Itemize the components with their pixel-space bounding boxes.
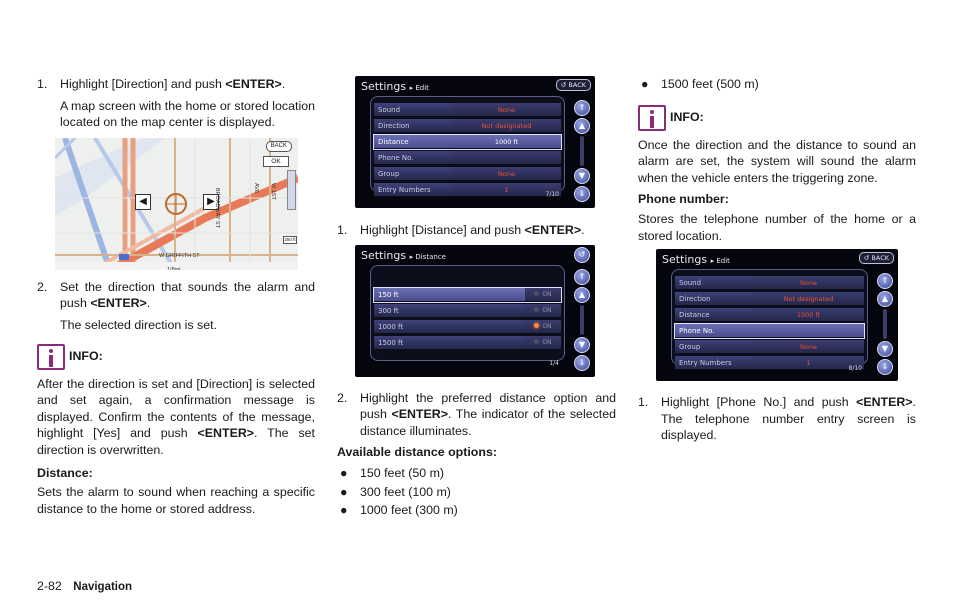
- street-label-griffith: W GRIFFITH ST: [159, 252, 200, 259]
- page-indicator: 1/4: [549, 360, 559, 367]
- screen-breadcrumb: ▸ Distance: [409, 252, 446, 261]
- distance-heading: Distance:: [37, 465, 93, 480]
- screen-title-text: Settings: [662, 253, 708, 267]
- row-value: 1000 ft: [753, 308, 864, 322]
- indicator-led-on: [534, 323, 539, 328]
- info-text-end: . The set direction is overwritten.: [37, 426, 315, 457]
- ok-button[interactable]: OK: [263, 156, 289, 167]
- street-label-broadway: BROADWAY ST: [214, 187, 220, 228]
- distance-body: Sets the alarm to sound when reaching a specific distance to the home or stored address.: [37, 485, 315, 516]
- row-label: 300 ft: [374, 304, 525, 318]
- step-number: 2.: [337, 390, 348, 405]
- street-label-1st: W 1ST AVE: [253, 182, 276, 200]
- back-button[interactable]: ↺ BACK: [859, 252, 894, 264]
- route-shield: I-77: [121, 266, 131, 270]
- step-text: Highlight [Direction] and push: [60, 77, 226, 91]
- row-group[interactable]: [675, 340, 864, 354]
- scroll-down-icon[interactable]: ▼: [877, 341, 893, 357]
- list-item: ● 300 feet (100 m): [340, 484, 451, 499]
- map-scale: 1/8mi: [167, 266, 181, 270]
- settings-edit-phone-screen: [656, 249, 898, 381]
- info-text: After the direction is set and [Direction] is selected and set again, a confirmation message is displayed. Confirm the contents of the message, highlight [Yes] and push: [37, 376, 315, 441]
- scroll-up-icon[interactable]: ▲: [574, 118, 590, 134]
- step-text: Highlight the preferred distance option and push: [360, 390, 616, 422]
- row-direction[interactable]: [675, 292, 864, 306]
- scroll-bottom-icon[interactable]: ⇓: [877, 359, 893, 375]
- row-label: 1500 ft: [374, 336, 525, 350]
- scrollbar[interactable]: [580, 136, 584, 166]
- scroll-bottom-icon[interactable]: ⇓: [574, 186, 590, 202]
- back-button[interactable]: ↺ BACK: [556, 79, 591, 91]
- row-label: 150 ft: [374, 288, 525, 302]
- enter-key: <ENTER>: [90, 296, 147, 311]
- row-phone[interactable]: [374, 151, 561, 165]
- step-number: 2.: [37, 279, 48, 294]
- info-icon: [37, 344, 65, 370]
- screen-breadcrumb: ▸ Edit: [710, 257, 730, 266]
- option-text: 300 feet (100 m): [360, 484, 451, 499]
- info-body: [37, 376, 315, 459]
- step-1-phone: [638, 394, 916, 444]
- settings-edit-screen: [355, 76, 595, 208]
- row-label: Distance: [675, 308, 753, 322]
- column-2: [337, 76, 616, 521]
- row-entry-numbers[interactable]: [374, 183, 561, 197]
- column-1: [37, 76, 315, 517]
- scrollbar[interactable]: [580, 305, 584, 335]
- scale-label: 250 ft: [284, 236, 296, 242]
- list-item: ● 150 feet (50 m): [340, 465, 445, 480]
- option-text: 150 feet (50 m): [360, 465, 445, 480]
- indicator-text: ON: [542, 338, 552, 346]
- row-label: Entry Numbers: [374, 183, 452, 197]
- row-1500ft[interactable]: [374, 336, 561, 350]
- screen-title-text: Settings: [361, 248, 407, 262]
- enter-key: <ENTER>: [856, 395, 913, 410]
- row-group[interactable]: [374, 167, 561, 181]
- rotate-right-icon[interactable]: ▶: [203, 194, 219, 210]
- row-label: Phone No.: [675, 324, 753, 338]
- row-label: Group: [675, 340, 753, 354]
- indicator: [525, 336, 561, 350]
- step-number: 1.: [337, 223, 348, 237]
- step-text-end: . The telephone number entry screen is displayed.: [661, 395, 916, 443]
- scroll-up-icon[interactable]: ▲: [877, 291, 893, 307]
- indicator: [525, 288, 561, 302]
- scroll-up-icon[interactable]: ▲: [574, 287, 590, 303]
- step-1-body: A map screen with the home or stored location located on the map center is displayed.: [60, 98, 315, 130]
- page-number: 2-82: [37, 579, 62, 593]
- screen-title: [662, 252, 730, 270]
- row-150ft[interactable]: [374, 288, 561, 302]
- row-label: Direction: [374, 119, 452, 133]
- row-label: Entry Numbers: [675, 356, 753, 370]
- step-number: 1.: [638, 395, 649, 410]
- info-icon: [638, 105, 666, 131]
- screen-breadcrumb: ▸ Edit: [409, 84, 429, 92]
- row-label: Phone No.: [374, 151, 452, 165]
- row-distance[interactable]: [374, 135, 561, 149]
- enter-key: <ENTER>: [391, 407, 448, 422]
- row-label: Sound: [374, 103, 452, 117]
- indicator-led: [534, 291, 539, 296]
- zoom-slider[interactable]: [287, 170, 296, 210]
- option-text: 1500 feet (500 m): [661, 77, 759, 91]
- indicator: [525, 304, 561, 318]
- screen-title: [361, 248, 446, 266]
- indicator-led: [534, 307, 539, 312]
- row-value: None: [452, 167, 561, 181]
- enter-key: <ENTER>: [225, 77, 282, 91]
- step-2-distance: [337, 390, 616, 440]
- info-heading: [638, 105, 916, 131]
- back-button[interactable]: BACK: [266, 141, 292, 152]
- row-distance[interactable]: [675, 308, 864, 322]
- row-label: Direction: [675, 292, 753, 306]
- list-item: ● 1500 feet (500 m): [641, 77, 759, 91]
- row-direction[interactable]: [374, 119, 561, 133]
- back-label: BACK: [871, 254, 889, 263]
- row-sound[interactable]: [675, 276, 864, 290]
- list-item: ● 1000 feet (300 m): [340, 503, 458, 518]
- option-text: 1000 feet (300 m): [360, 503, 458, 518]
- row-label: 1000 ft: [374, 320, 525, 334]
- column-3: [638, 76, 916, 444]
- step-text-end: .: [581, 223, 585, 237]
- indicator-led: [534, 339, 539, 344]
- step-text: Highlight [Distance] and push: [360, 223, 525, 237]
- row-value: 1000 ft: [452, 135, 561, 149]
- row-value: [452, 151, 561, 165]
- info-title: INFO:: [69, 349, 103, 364]
- scroll-down-icon[interactable]: ▼: [574, 337, 590, 353]
- scroll-top-icon[interactable]: ⇑: [574, 100, 590, 116]
- step-2-direction: [37, 279, 315, 312]
- page-indicator: 7/10: [545, 191, 559, 199]
- row-phone[interactable]: [675, 324, 864, 338]
- step-number: 1.: [37, 77, 48, 91]
- step-text-end: .: [146, 296, 151, 311]
- settings-distance-screen: [355, 245, 595, 377]
- row-value: 1: [753, 356, 864, 370]
- step-text: Highlight [Phone No.] and push: [661, 395, 857, 410]
- info-title: INFO:: [670, 110, 704, 125]
- screen-title-text: Settings: [361, 80, 407, 93]
- screen-title: [361, 79, 429, 97]
- row-value: None: [753, 276, 864, 290]
- indicator: [525, 320, 561, 334]
- distance-options-cont: [638, 76, 916, 93]
- options-heading: Available distance options:: [337, 445, 497, 460]
- row-value: [753, 324, 864, 338]
- back-icon[interactable]: ↺: [574, 247, 590, 263]
- row-value: None: [753, 340, 864, 354]
- row-label: Sound: [675, 276, 753, 290]
- scrollbar[interactable]: [883, 309, 887, 339]
- distance-options: [337, 465, 616, 519]
- info-heading: [37, 344, 315, 370]
- row-300ft[interactable]: [374, 304, 561, 318]
- indicator-text: ON: [542, 322, 552, 330]
- section-name: Navigation: [73, 581, 133, 593]
- row-label: Distance: [374, 135, 452, 149]
- scroll-top-icon[interactable]: ⇑: [574, 269, 590, 285]
- enter-key: <ENTER>: [197, 426, 255, 441]
- row-value: Not designated: [753, 292, 864, 306]
- row-1000ft[interactable]: [374, 320, 561, 334]
- scroll-bottom-icon[interactable]: ⇓: [574, 355, 590, 371]
- row-value: None: [452, 103, 561, 117]
- step-text-end: . The indicator of the selected distance illuminates.: [360, 407, 617, 438]
- map-screen: [55, 138, 298, 270]
- row-value: 1: [452, 183, 561, 197]
- phone-body: Stores the telephone number of the home or a stored location.: [638, 211, 916, 243]
- row-entry-numbers[interactable]: [675, 356, 864, 370]
- phone-heading: Phone number:: [638, 192, 729, 207]
- rotate-left-icon[interactable]: ◀: [135, 194, 151, 210]
- page-indicator: 8/10: [848, 364, 862, 372]
- row-value: Not designated: [452, 119, 561, 133]
- scroll-down-icon[interactable]: ▼: [574, 168, 590, 184]
- row-sound[interactable]: [374, 103, 561, 117]
- info-body: Once the direction and the distance to sound an alarm are set, the system will sound the alarm when the vehicle enters the triggering zone.: [638, 137, 916, 185]
- back-label: BACK: [568, 81, 586, 89]
- step-2-body: The selected direction is set.: [60, 317, 218, 332]
- page-footer: [37, 578, 132, 596]
- row-label: Group: [374, 167, 452, 181]
- step-1-distance: [337, 222, 616, 239]
- step-1-direction: [37, 76, 315, 93]
- step-text: Set the direction that sounds the alarm and push: [60, 279, 315, 311]
- enter-key: <ENTER>: [524, 223, 582, 237]
- scroll-top-icon[interactable]: ⇑: [877, 273, 893, 289]
- step-text-end: .: [281, 77, 286, 91]
- indicator-text: ON: [542, 290, 552, 298]
- indicator-text: ON: [542, 306, 552, 314]
